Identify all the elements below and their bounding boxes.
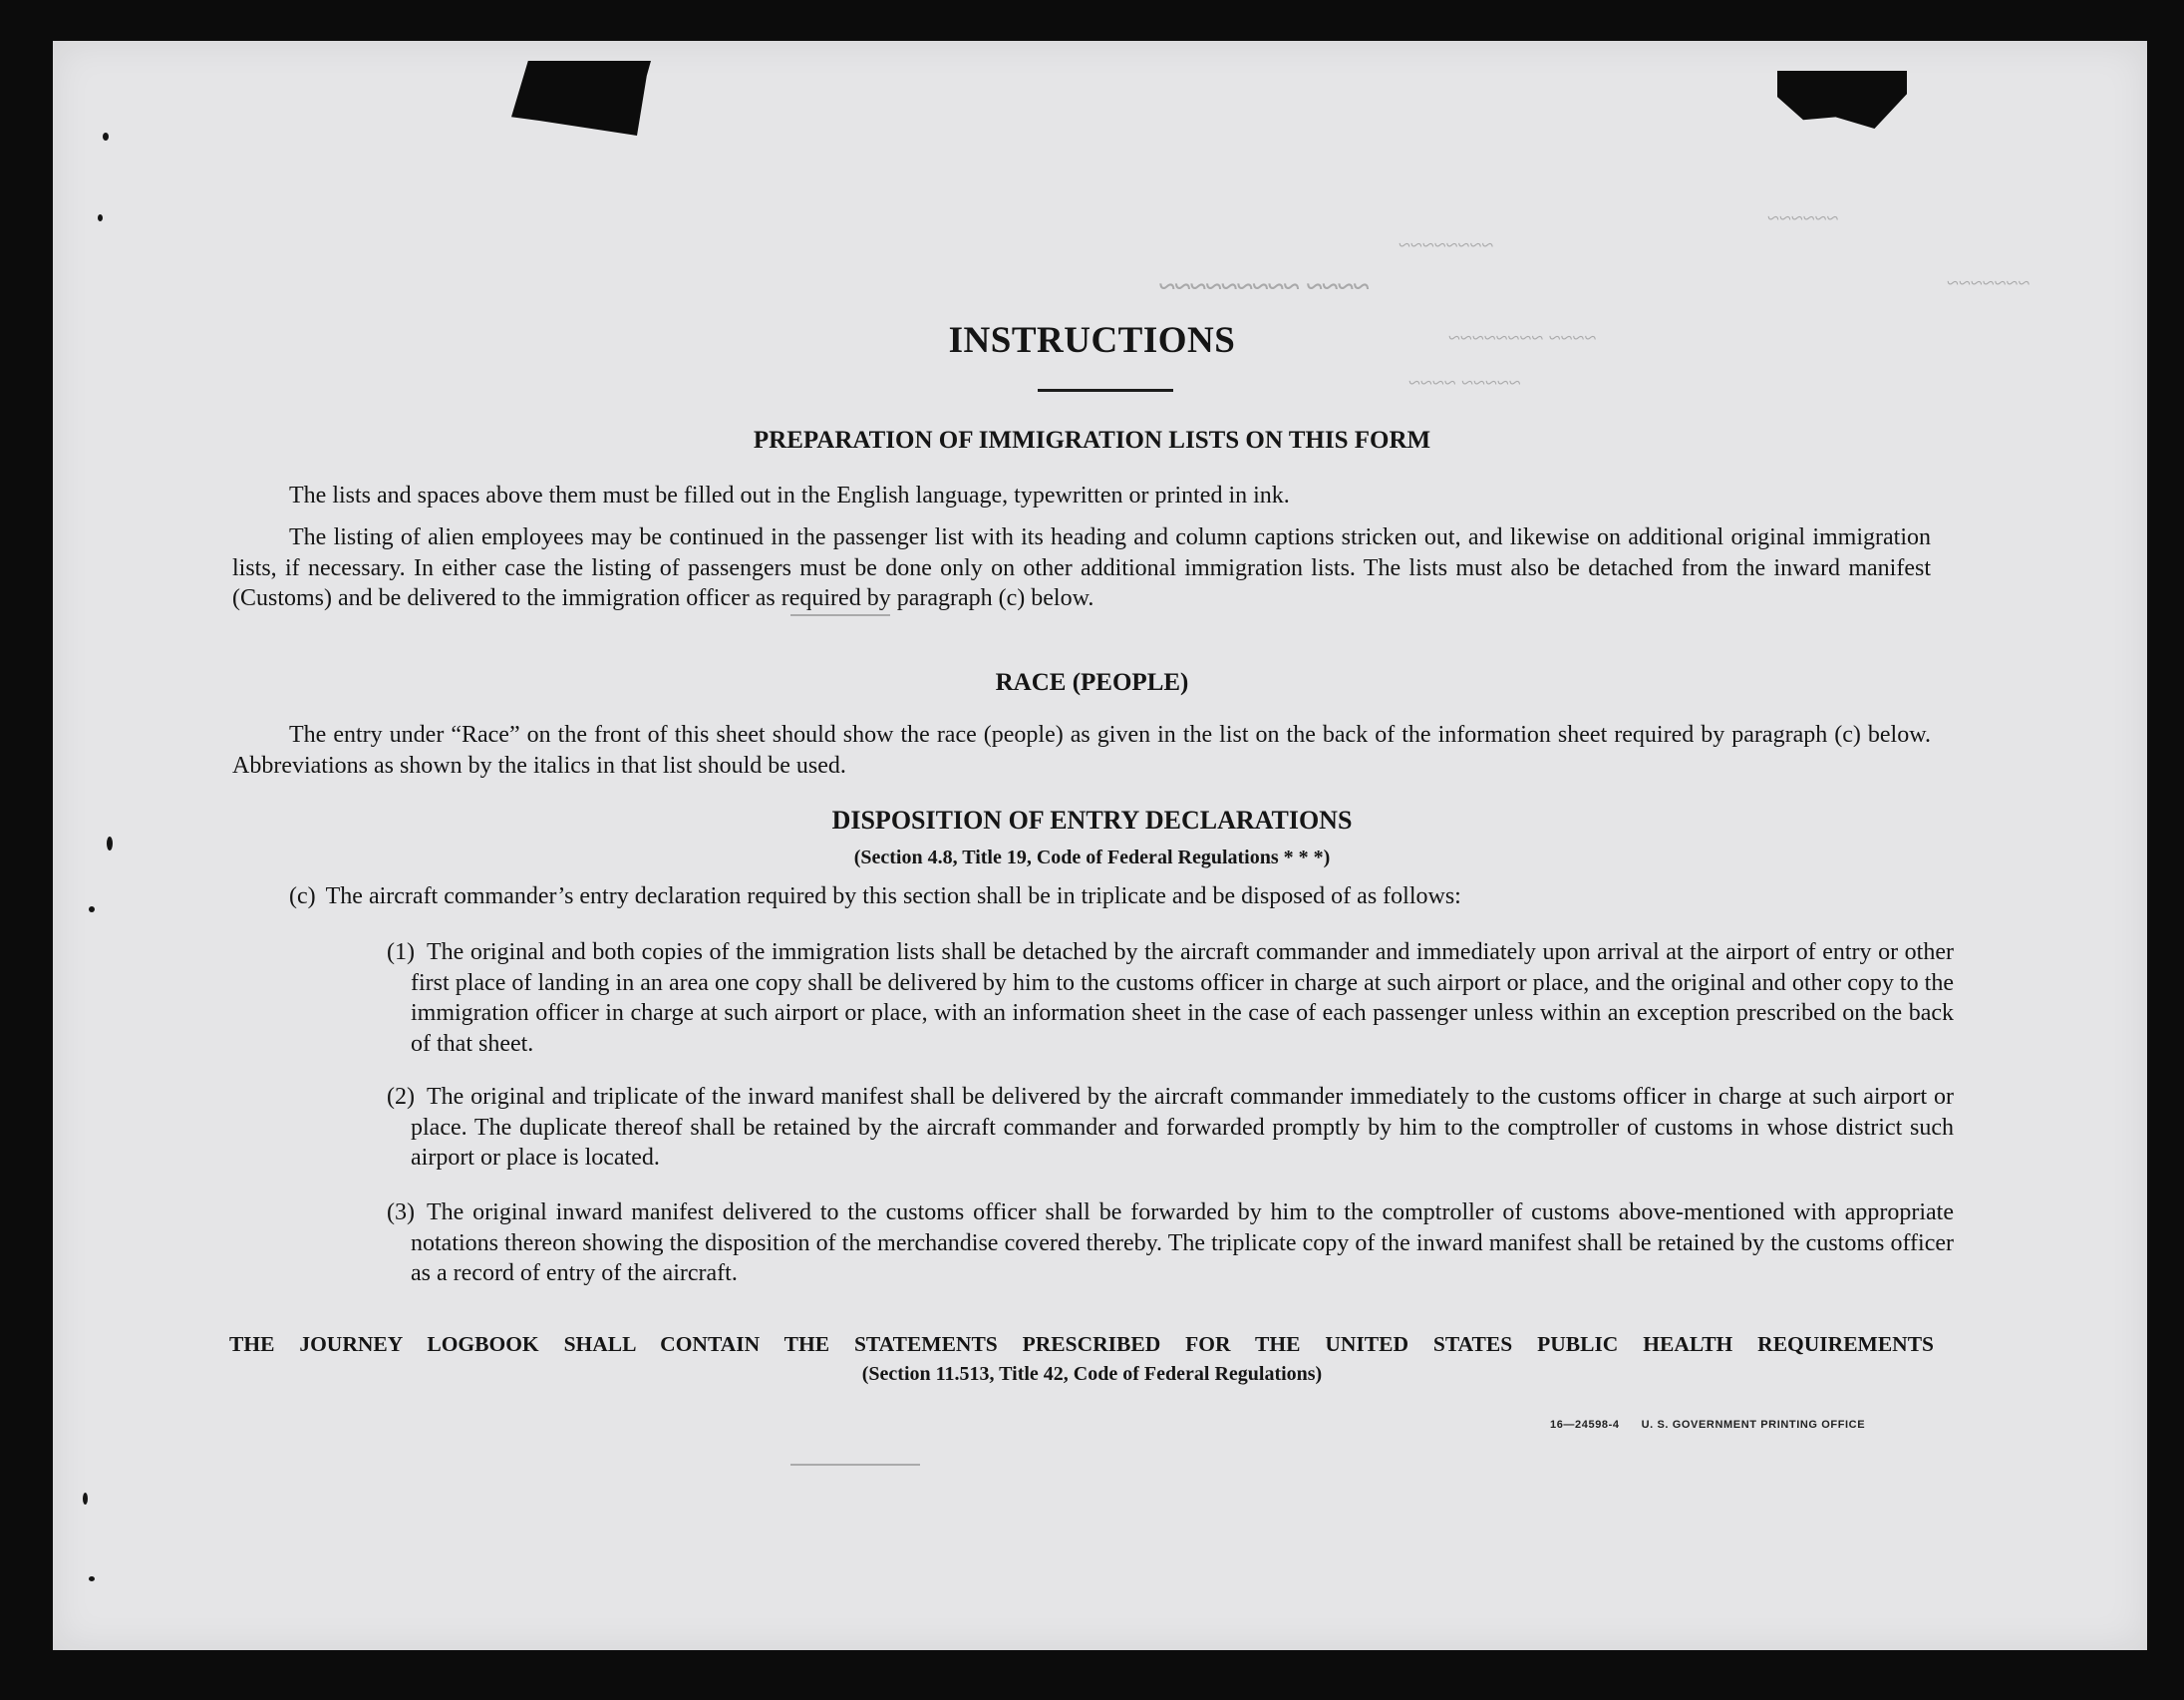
item-number: (3)	[387, 1199, 415, 1225]
tape-remnant-left	[511, 61, 651, 136]
disposition-item-1	[387, 937, 1954, 1059]
bleed-through: ~~~~ ~~~~~~~~	[1448, 325, 1597, 350]
preparation-paragraph-1: The lists and spaces above them must be filled out in the English language, typewritten or printed in ink.	[289, 483, 1290, 509]
page-title: INSTRUCTIONS	[948, 320, 1236, 361]
disposition-paragraph-c	[232, 881, 1931, 912]
title-underline	[1038, 389, 1173, 392]
speck	[89, 1576, 95, 1581]
document-page	[53, 41, 2147, 1650]
preparation-paragraph-2: The listing of alien employees may be continued in the passenger list with its heading and column captions stricken out, and likewise on additional original immigration lists, if necessary. In either case the listing of passengers must be done only on other additional immigration lists. The lists must also be detached from the inward manifest (Customs) and be delivered to the immigration officer as required by paragraph (c) below.	[232, 524, 1931, 611]
bleed-through: ~~~~~~	[1767, 205, 1839, 230]
printer-imprint	[1550, 1419, 1865, 1431]
printer-name: U. S. GOVERNMENT PRINTING OFFICE	[1641, 1419, 1866, 1431]
logbook-citation: (Section 11.513, Title 42, Code of Federal Regulations)	[861, 1363, 1323, 1385]
bleed-through: ~~~~ ~~~~~~~~~	[1159, 270, 1370, 303]
race-heading: RACE (PEOPLE)	[995, 669, 1189, 696]
speck	[83, 1493, 88, 1505]
item-text: The original and both copies of the immigration lists shall be detached by the aircraft commander and immediately upon arrival at the airport of entry or other first place of landing in an area one copy shall be delivered by him to the customs officer in charge at such airport or place, and the original and other copy to the immigration officer in charge at such airport or place, with an information sheet in the case of each passenger unless within an exception prescribed on the back of that sheet.	[411, 939, 1954, 1057]
logbook-statement: THE JOURNEY LOGBOOK SHALL CONTAIN THE STATEMENTS PRESCRIBED FOR THE UNITED STATES PUBLIC HEALTH REQUIREMENTS	[229, 1332, 1934, 1356]
tape-remnant-right	[1777, 71, 1907, 129]
preparation-heading: PREPARATION OF IMMIGRATION LISTS ON THIS FORM	[753, 427, 1431, 454]
paragraph-text: The aircraft commander’s entry declaration required by this section shall be in triplicate and be disposed of as follows:	[325, 883, 1461, 909]
item-number: (1)	[387, 939, 415, 965]
bleed-through: ~~~~~ ~~~~	[1408, 370, 1521, 395]
disposition-item-2	[387, 1082, 1954, 1174]
item-text: The original and triplicate of the inward manifest shall be delivered by the aircraft commander immediately to the customs officer in charge at such airport or place. The duplicate thereof shall be retained by the aircraft commander and forwarded promptly by him to the comptroller of customs in whose district such airport or place is located.	[411, 1084, 1954, 1171]
item-number: (2)	[387, 1084, 415, 1110]
item-text: The original inward manifest delivered to the customs officer shall be forwarded by him to the comptroller of customs above-mentioned with appropriate notations thereon showing the disposition of the merchandise covered thereby. The triplicate copy of the inward manifest shall be retained by the customs officer as a record of entry of the aircraft.	[411, 1199, 1954, 1286]
bleed-through: ~~~~~~~~	[1399, 232, 1494, 257]
speck	[103, 133, 109, 141]
disposition-heading: DISPOSITION OF ENTRY DECLARATIONS	[831, 806, 1353, 835]
stray-mark	[790, 1464, 920, 1466]
race-paragraph: The entry under “Race” on the front of this sheet should show the race (people) as given in the list on the back of the information sheet required by paragraph (c) below. Abbreviations as shown by the italics in that list should be used.	[232, 722, 1931, 779]
disposition-item-3	[387, 1197, 1954, 1289]
bleed-through: ~~~~~~~	[1947, 270, 2030, 295]
form-code: 16—24598-4	[1550, 1419, 1620, 1431]
speck	[89, 906, 95, 912]
speck	[98, 214, 103, 221]
paragraph-label: (c)	[289, 883, 316, 909]
disposition-citation: (Section 4.8, Title 19, Code of Federal Regulations * * *)	[853, 847, 1331, 868]
stray-mark	[790, 614, 890, 616]
